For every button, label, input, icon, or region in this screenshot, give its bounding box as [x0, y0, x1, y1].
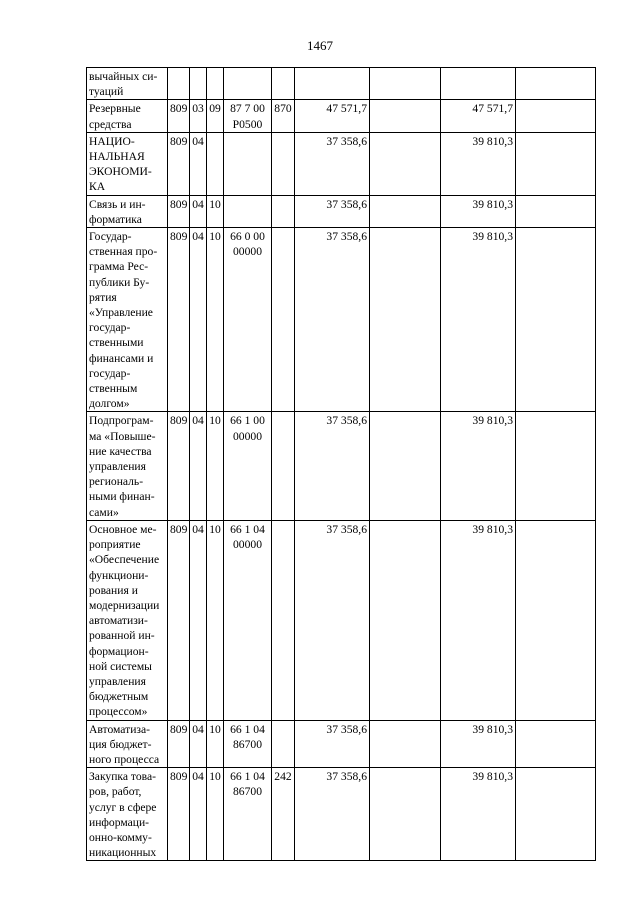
empty-cell	[516, 132, 596, 195]
subsection-code: 10	[207, 520, 224, 720]
section-code	[190, 68, 207, 100]
target-article-code: 66 1 04 00000	[224, 520, 272, 720]
expense-type-code	[272, 412, 295, 520]
empty-cell	[516, 768, 596, 861]
empty-cell	[370, 228, 441, 412]
subsection-code: 10	[207, 412, 224, 520]
amount-first: 37 358,6	[295, 520, 370, 720]
subsection-code	[207, 132, 224, 195]
item-name: вычайных си- туаций	[87, 68, 168, 100]
grbs-code	[168, 68, 190, 100]
table-row	[87, 412, 596, 520]
target-article-code	[224, 68, 272, 100]
empty-cell	[516, 228, 596, 412]
section-code: 04	[190, 768, 207, 861]
empty-cell	[516, 68, 596, 100]
empty-cell	[516, 720, 596, 768]
table-row	[87, 768, 596, 861]
table-row	[87, 195, 596, 227]
empty-cell	[516, 100, 596, 132]
amount-first: 37 358,6	[295, 412, 370, 520]
page-number: 1467	[307, 38, 333, 53]
section-code: 03	[190, 100, 207, 132]
section-code: 04	[190, 520, 207, 720]
empty-cell	[516, 412, 596, 520]
subsection-code: 10	[207, 228, 224, 412]
item-name: Закупка това- ров, работ, услуг в сфере информаци- онно-комму- никационных	[87, 768, 168, 861]
amount-first: 37 358,6	[295, 195, 370, 227]
item-name: Основное ме- роприятие «Обеспечение функциони- рования и модернизации автоматизи- рованной ин- формацион- ной системы управления бюджетным процессом»	[87, 520, 168, 720]
table-row	[87, 132, 596, 195]
item-name: Государ- ственная про- грамма Рес- публики Бу- рятия «Управление государ- ственными финансами и государ- ственным долгом»	[87, 228, 168, 412]
empty-cell	[516, 520, 596, 720]
empty-cell	[370, 68, 441, 100]
empty-cell	[370, 520, 441, 720]
amount-second: 39 810,3	[441, 768, 516, 861]
item-name: НАЦИО- НАЛЬНАЯ ЭКОНОМИ- КА	[87, 132, 168, 195]
subsection-code: 09	[207, 100, 224, 132]
empty-cell	[370, 412, 441, 520]
item-name: Подпрограм- ма «Повыше- ние качества управления региональ- ными финан- сами»	[87, 412, 168, 520]
grbs-code: 809	[168, 100, 190, 132]
target-article-code	[224, 132, 272, 195]
expense-type-code	[272, 520, 295, 720]
empty-cell	[370, 132, 441, 195]
target-article-code	[224, 195, 272, 227]
empty-cell	[370, 720, 441, 768]
section-code: 04	[190, 720, 207, 768]
grbs-code: 809	[168, 228, 190, 412]
section-code: 04	[190, 412, 207, 520]
table-row	[87, 100, 596, 132]
empty-cell	[516, 195, 596, 227]
amount-second: 39 810,3	[441, 412, 516, 520]
amount-first: 37 358,6	[295, 720, 370, 768]
subsection-code: 10	[207, 195, 224, 227]
amount-second: 39 810,3	[441, 520, 516, 720]
amount-first: 37 358,6	[295, 768, 370, 861]
amount-first: 37 358,6	[295, 228, 370, 412]
section-code: 04	[190, 195, 207, 227]
amount-second: 39 810,3	[441, 132, 516, 195]
amount-second: 39 810,3	[441, 720, 516, 768]
expense-type-code	[272, 68, 295, 100]
target-article-code: 66 1 04 86700	[224, 768, 272, 861]
target-article-code: 66 1 00 00000	[224, 412, 272, 520]
amount-second: 39 810,3	[441, 228, 516, 412]
expense-type-code	[272, 195, 295, 227]
target-article-code: 66 1 04 86700	[224, 720, 272, 768]
expense-type-code	[272, 228, 295, 412]
table-row	[87, 228, 596, 412]
expense-type-code: 870	[272, 100, 295, 132]
expense-type-code	[272, 132, 295, 195]
item-name: Автоматиза- ция бюджет- ного процесса	[87, 720, 168, 768]
expense-type-code	[272, 720, 295, 768]
item-name: Связь и ин- форматика	[87, 195, 168, 227]
item-name: Резервные средства	[87, 100, 168, 132]
amount-first: 47 571,7	[295, 100, 370, 132]
amount-first: 37 358,6	[295, 132, 370, 195]
budget-table	[86, 67, 596, 861]
table-row	[87, 68, 596, 100]
empty-cell	[370, 100, 441, 132]
subsection-code: 10	[207, 768, 224, 861]
empty-cell	[370, 768, 441, 861]
expense-type-code: 242	[272, 768, 295, 861]
grbs-code: 809	[168, 720, 190, 768]
grbs-code: 809	[168, 195, 190, 227]
table-row	[87, 520, 596, 720]
amount-second: 39 810,3	[441, 195, 516, 227]
target-article-code: 87 7 00 Р0500	[224, 100, 272, 132]
grbs-code: 809	[168, 412, 190, 520]
table-row	[87, 720, 596, 768]
grbs-code: 809	[168, 132, 190, 195]
section-code: 04	[190, 132, 207, 195]
amount-first	[295, 68, 370, 100]
grbs-code: 809	[168, 768, 190, 861]
subsection-code	[207, 68, 224, 100]
empty-cell	[370, 195, 441, 227]
amount-second: 47 571,7	[441, 100, 516, 132]
grbs-code: 809	[168, 520, 190, 720]
subsection-code: 10	[207, 720, 224, 768]
amount-second	[441, 68, 516, 100]
section-code: 04	[190, 228, 207, 412]
target-article-code: 66 0 00 00000	[224, 228, 272, 412]
